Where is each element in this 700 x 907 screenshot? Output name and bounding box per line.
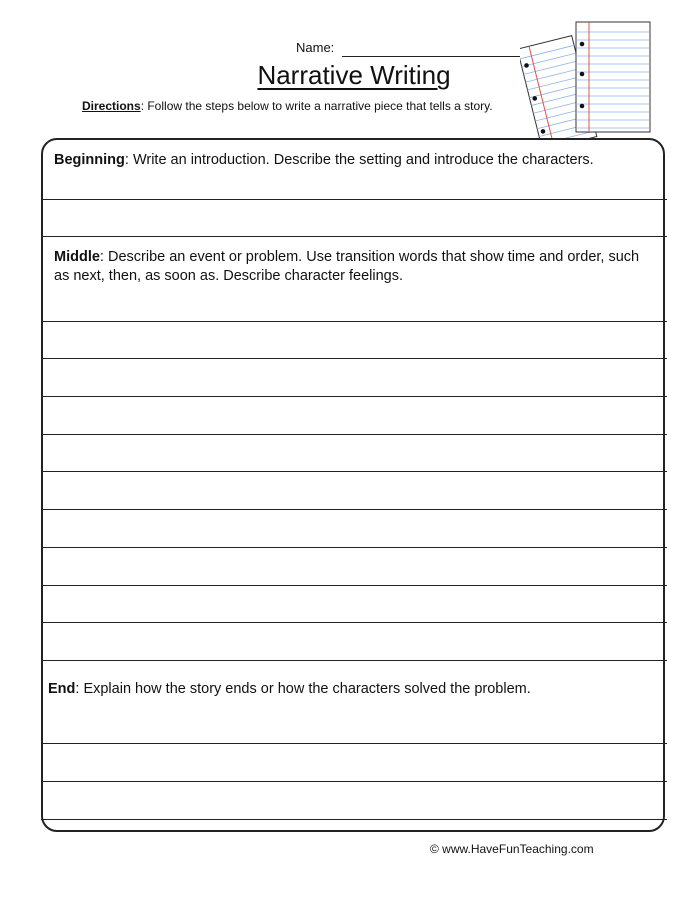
writing-line[interactable] bbox=[41, 585, 667, 586]
copyright-footer: © www.HaveFunTeaching.com bbox=[430, 842, 594, 856]
name-label: Name: bbox=[296, 40, 335, 55]
beginning-prompt bbox=[54, 151, 664, 170]
writing-line[interactable] bbox=[41, 434, 667, 435]
writing-line[interactable] bbox=[41, 622, 667, 623]
writing-line[interactable] bbox=[41, 743, 667, 744]
writing-line[interactable] bbox=[41, 396, 667, 397]
writing-line[interactable] bbox=[41, 199, 667, 200]
middle-label: Middle bbox=[54, 249, 100, 265]
writing-line[interactable] bbox=[41, 236, 667, 237]
writing-line[interactable] bbox=[41, 471, 667, 472]
directions-label: Directions bbox=[82, 99, 141, 113]
page-title: Narrative Writing bbox=[257, 60, 451, 90]
writing-line[interactable] bbox=[41, 547, 667, 548]
beginning-text: : Write an introduction. Describe the setting and introduce the characters. bbox=[124, 152, 594, 168]
writing-line[interactable] bbox=[41, 781, 667, 782]
name-field[interactable] bbox=[342, 56, 528, 57]
writing-line[interactable] bbox=[41, 509, 667, 510]
end-text: : Explain how the story ends or how the characters solved the problem. bbox=[75, 681, 531, 697]
notebook-paper-icon bbox=[520, 18, 660, 140]
directions bbox=[82, 99, 502, 114]
directions-text: : Follow the steps below to write a narrative piece that tells a story. bbox=[140, 99, 493, 113]
middle-prompt bbox=[54, 248, 654, 286]
writing-line[interactable] bbox=[41, 358, 667, 359]
writing-box bbox=[41, 138, 665, 832]
writing-line[interactable] bbox=[41, 321, 667, 322]
end-prompt bbox=[48, 680, 658, 699]
writing-line[interactable] bbox=[41, 819, 667, 820]
writing-line[interactable] bbox=[41, 660, 667, 661]
beginning-label: Beginning bbox=[54, 152, 125, 168]
end-label: End bbox=[48, 681, 76, 697]
middle-text: : Describe an event or problem. Use transition words that show time and order, such as next, then, as soon as. Describe character feelings. bbox=[54, 249, 640, 284]
